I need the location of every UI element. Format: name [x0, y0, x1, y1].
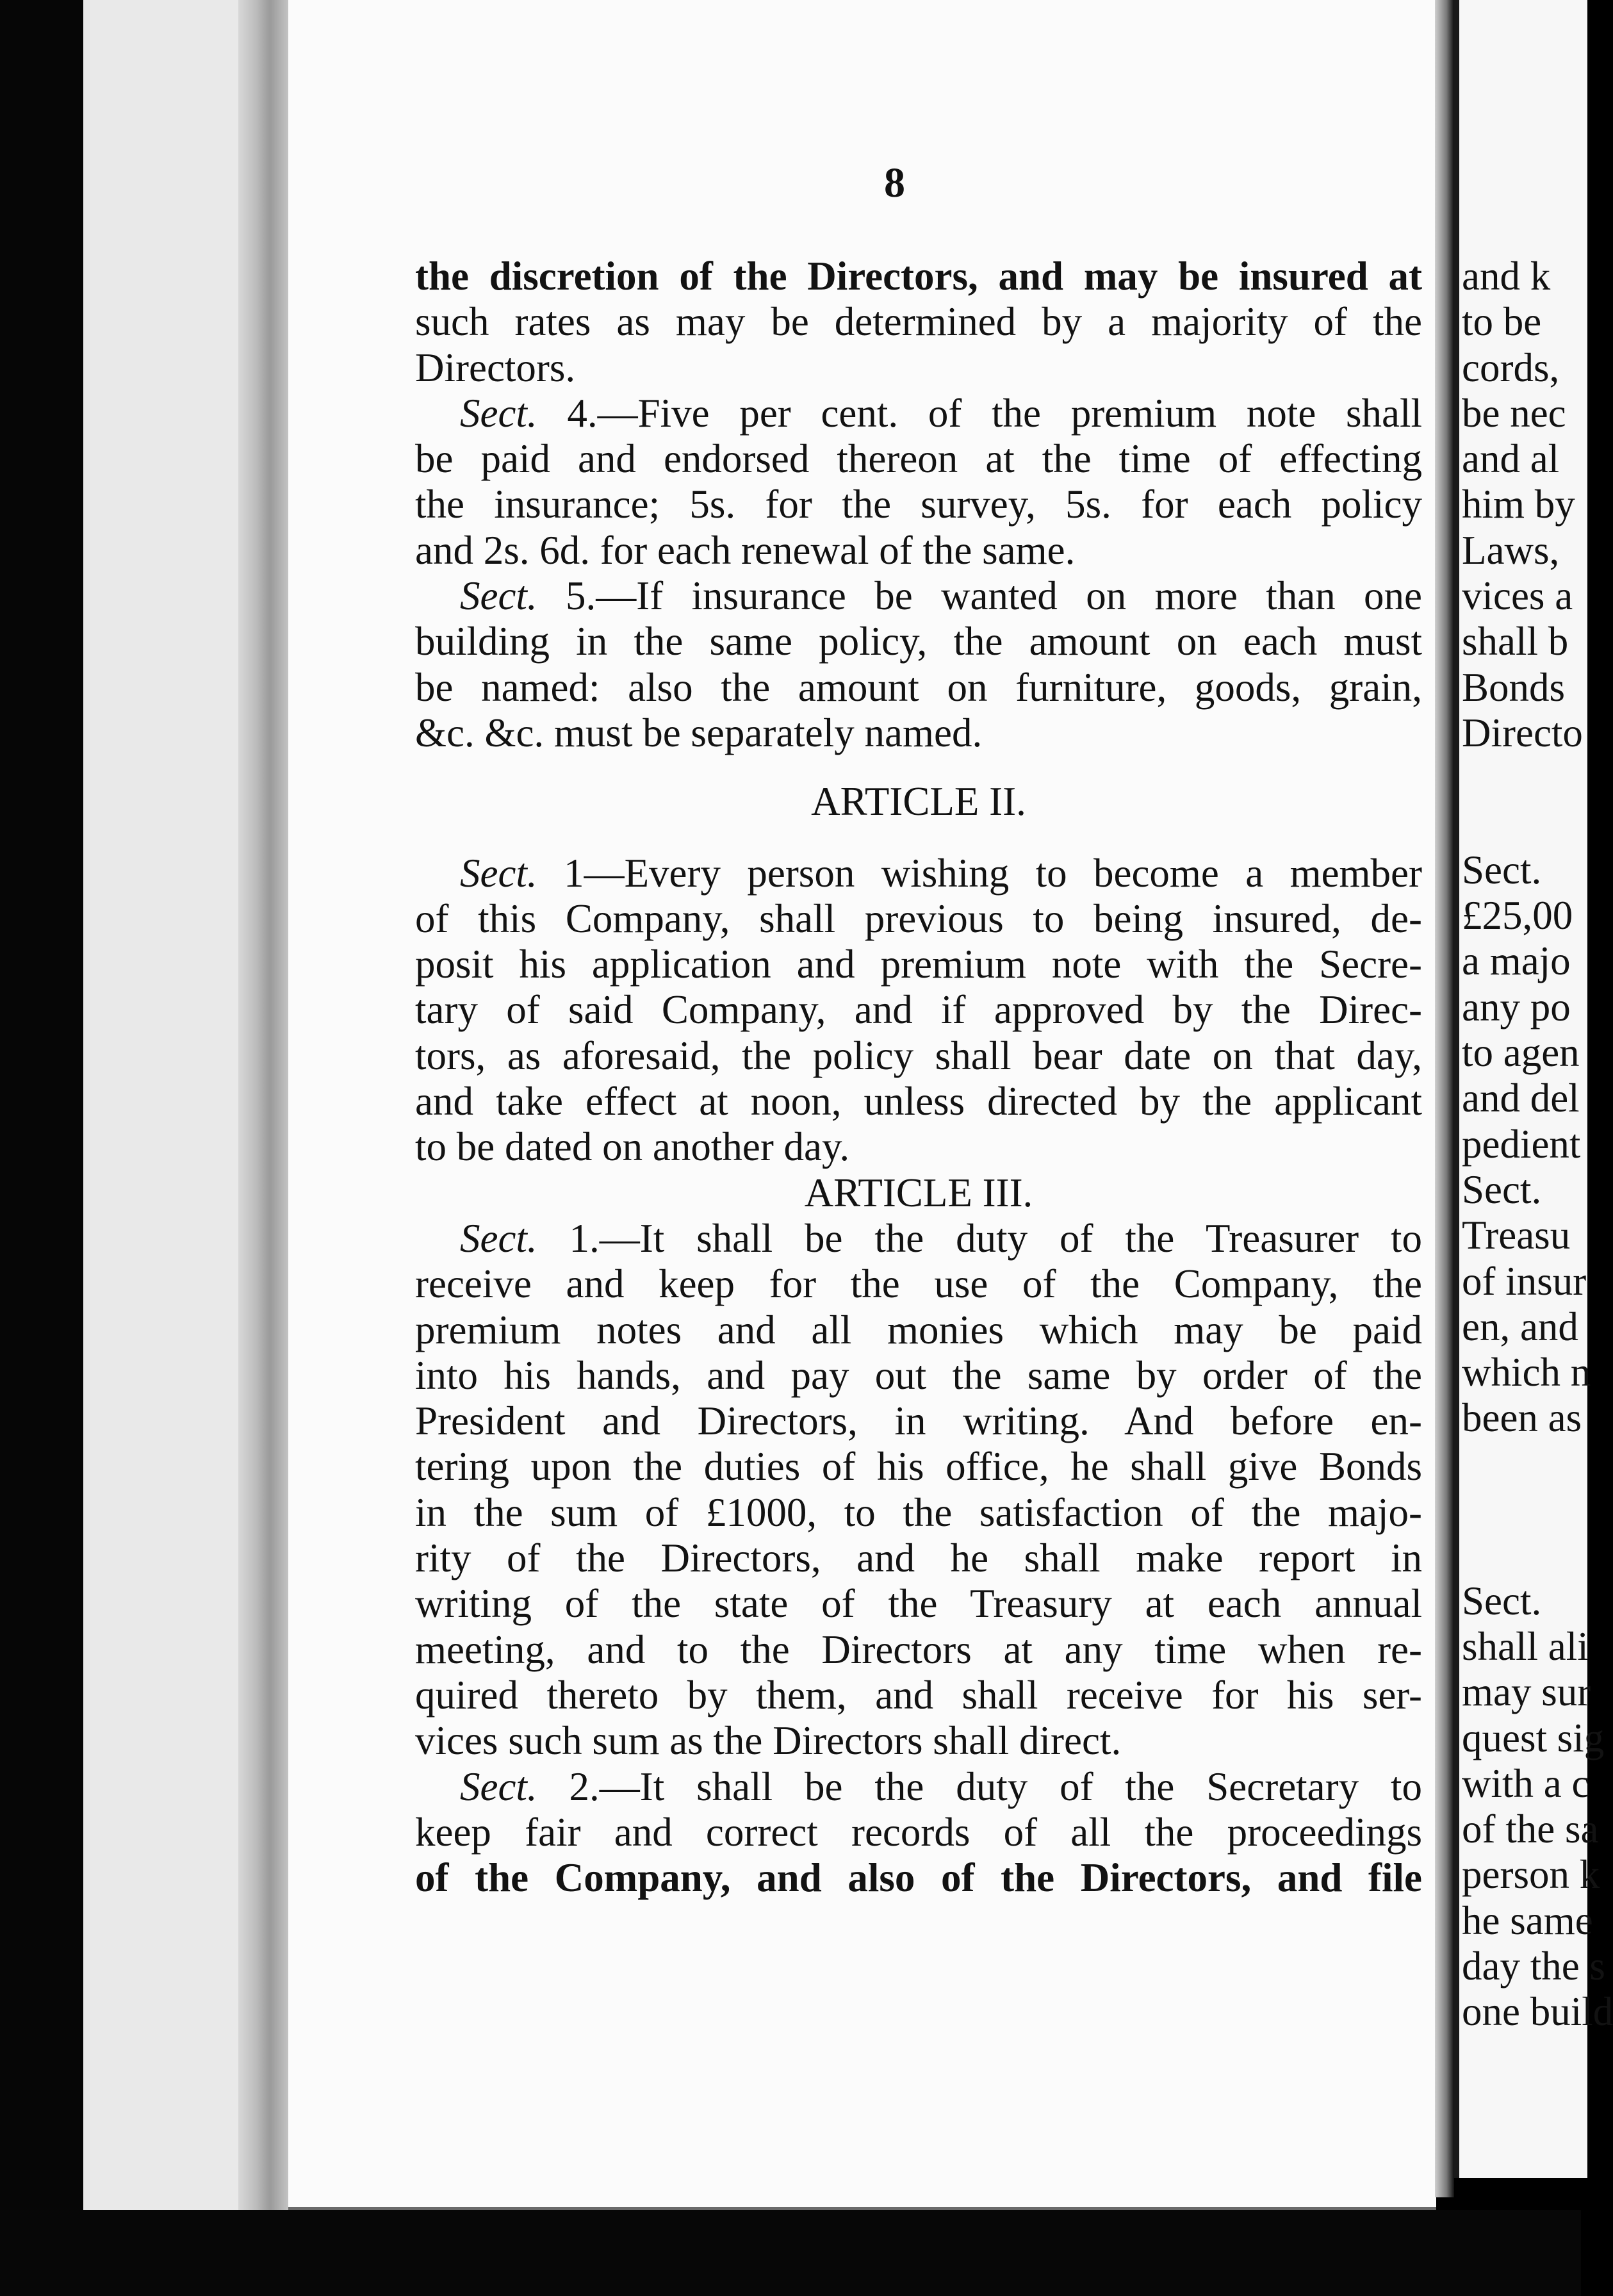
- text-line: of the Company, and also of the Directors, and file: [415, 1855, 1422, 1901]
- next-page-fragment: Laws,: [1462, 527, 1560, 573]
- next-page-fragment: Treasu: [1462, 1213, 1571, 1258]
- next-page-fragment: him by: [1462, 482, 1575, 527]
- text-line: tering upon the duties of his office, he shall give Bonds: [415, 1444, 1422, 1489]
- text-line: &c. &c. must be separately named.: [415, 710, 983, 755]
- text-line: be named: also the amount on furniture, goods, grain,: [415, 664, 1422, 710]
- next-page-fragment: day the s: [1462, 1943, 1605, 1988]
- page-number: 8: [884, 160, 905, 206]
- text-line: quired thereto by them, and shall receive for his ser-: [415, 1672, 1422, 1718]
- next-page-fragment: and del: [1462, 1076, 1580, 1121]
- paragraph-sect-5: [415, 573, 1422, 756]
- text-line: in the sum of £1000, to the satisfaction of the majo-: [415, 1489, 1422, 1535]
- text-line: Sect. 1—Every person wishing to become a member: [460, 850, 1422, 896]
- next-page-fragment: Bonds: [1462, 664, 1566, 710]
- next-page-text-fragments: [1462, 254, 1613, 2035]
- text-line: tary of said Company, and if approved by the Direc-: [415, 987, 1422, 1033]
- text-line: Directors.: [415, 345, 576, 390]
- next-page-fragment: of the sa: [1462, 1807, 1599, 1852]
- next-page-fragment: and k: [1462, 254, 1551, 299]
- next-page-fragment: pedient: [1462, 1121, 1581, 1167]
- next-page-fragment: be nec: [1462, 390, 1566, 436]
- text-line: building in the same policy, the amount on each must: [415, 619, 1422, 664]
- next-page-fragment: he same: [1462, 1898, 1593, 1943]
- text-line: Sect. 4.—Five per cent. of the premium note shall: [460, 390, 1422, 436]
- text-line: premium notes and all monies which may be paid: [415, 1307, 1422, 1352]
- text-line: such rates as may be determined by a majority of the: [415, 299, 1422, 345]
- paragraph-article-2-sect-1: [415, 851, 1422, 1170]
- next-page-fragment: shall ali: [1462, 1623, 1589, 1669]
- next-page-fragment: [1462, 756, 1590, 801]
- bottom-dark-margin: [0, 2210, 1581, 2296]
- section-label: Sect.: [460, 850, 537, 896]
- previous-page-edge: [83, 0, 250, 2296]
- next-page-fragment: [1462, 1441, 1590, 1487]
- paragraph-1: [415, 254, 1422, 391]
- next-page-fragment: any po: [1462, 984, 1571, 1029]
- text-line: of this Company, shall previous to being insured, de-: [415, 896, 1422, 941]
- text-line: into his hands, and pay out the same by order of the: [415, 1352, 1422, 1398]
- text-line: Sect. 5.—If insurance be wanted on more than one: [460, 573, 1422, 619]
- next-page-fragment: [1462, 802, 1590, 848]
- next-page-fragment: to agen: [1462, 1030, 1580, 1076]
- next-page-fragment: Directo: [1462, 710, 1583, 755]
- section-label: Sect.: [460, 1215, 537, 1261]
- next-page-fragment: [1462, 1487, 1590, 1532]
- left-dark-margin: [0, 0, 83, 2296]
- text-line: keep fair and correct records of all the proceedings: [415, 1809, 1422, 1855]
- text-line: Sect. 2.—It shall be the duty of the Secretary to: [460, 1764, 1422, 1809]
- next-page-fragment: cords,: [1462, 345, 1560, 390]
- text-line: the discretion of the Directors, and may be insured at: [415, 254, 1422, 299]
- paragraph-article-3-sect-1: [415, 1216, 1422, 1764]
- next-page-fragment: vices a: [1462, 573, 1573, 619]
- page-fold: [1435, 0, 1454, 2197]
- text-line: President and Directors, in writing. And before en-: [415, 1398, 1422, 1444]
- next-page-fragment: and al: [1462, 436, 1560, 482]
- next-page-fragment: which n: [1462, 1350, 1591, 1395]
- text-line: receive and keep for the use of the Company, the: [415, 1261, 1422, 1307]
- next-page-fragment: person k: [1462, 1852, 1600, 1898]
- text-line: vices such sum as the Directors shall direct.: [415, 1718, 1122, 1764]
- text-line: tors, as aforesaid, the policy shall bear date on that day,: [415, 1033, 1422, 1078]
- next-page-fragment: one build: [1462, 1989, 1613, 2035]
- paragraph-article-3-sect-2: [415, 1764, 1422, 1901]
- text-line: and take effect at noon, unless directed by the applicant: [415, 1079, 1422, 1124]
- book-spine: [238, 0, 296, 2296]
- next-page-fragment: Sect.: [1462, 847, 1542, 892]
- text-line: meeting, and to the Directors at any time when re-: [415, 1627, 1422, 1672]
- next-page-fragment: quest sig: [1462, 1715, 1605, 1760]
- section-label: Sect.: [460, 573, 537, 619]
- next-page-fragment: Sect.: [1462, 1167, 1542, 1212]
- next-page-fragment: may sur: [1462, 1669, 1591, 1715]
- next-page-fragment: [1462, 1532, 1590, 1578]
- next-page-fragment: of insur: [1462, 1258, 1587, 1304]
- text-line: the insurance; 5s. for the survey, 5s. for each policy: [415, 482, 1422, 527]
- article-2-heading: ARTICLE II.: [811, 779, 1026, 824]
- next-page-fragment: a majo: [1462, 939, 1571, 984]
- text-line: and 2s. 6d. for each renewal of the same.: [415, 527, 1076, 573]
- article-3-heading: ARTICLE III.: [804, 1170, 1033, 1215]
- next-page-fragment: Sect.: [1462, 1578, 1542, 1623]
- text-line: writing of the state of the Treasury at each annual: [415, 1581, 1422, 1627]
- text-line: be paid and endorsed thereon at the time of effecting: [415, 436, 1422, 482]
- section-label: Sect.: [460, 1764, 537, 1809]
- page-body: [415, 254, 1422, 1901]
- paragraph-sect-4: [415, 391, 1422, 573]
- next-page-fragment: shall b: [1462, 619, 1569, 664]
- text-line: Sect. 1.—It shall be the duty of the Treasurer to: [460, 1215, 1422, 1261]
- text-line: rity of the Directors, and he shall make report in: [415, 1536, 1422, 1581]
- text-line: to be dated on another day.: [415, 1124, 850, 1170]
- text-line: posit his application and premium note with the Secre-: [415, 942, 1422, 987]
- next-page-fragment: £25,00: [1462, 893, 1573, 939]
- next-page-fragment: to be: [1462, 299, 1542, 345]
- next-page-fragment: with a c: [1462, 1760, 1590, 1806]
- next-page-fragment: been as: [1462, 1395, 1582, 1441]
- section-label: Sect.: [460, 390, 537, 436]
- next-page-fragment: en, and: [1462, 1304, 1578, 1349]
